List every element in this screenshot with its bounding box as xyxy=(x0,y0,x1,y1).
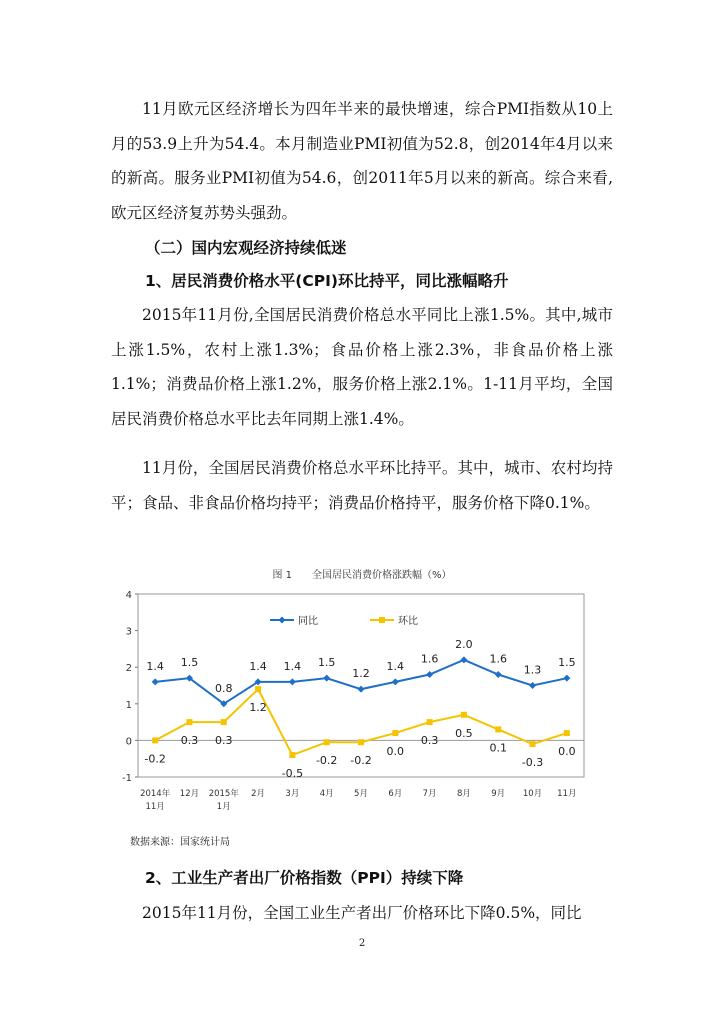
data-label: -0.2 xyxy=(350,754,372,768)
y-tick-label: 4 xyxy=(125,590,132,601)
y-tick-label: 0 xyxy=(125,736,132,748)
chart-background xyxy=(110,584,590,824)
data-label: 0.0 xyxy=(386,745,405,759)
data-point-huanbi xyxy=(564,730,570,736)
x-tick-label: 12月 xyxy=(179,789,200,799)
data-label: -0.3 xyxy=(521,756,544,770)
data-label: 0.1 xyxy=(489,741,507,755)
data-point-huanbi xyxy=(530,741,536,747)
data-label: 0.3 xyxy=(420,734,439,748)
x-tick-label: 4月 xyxy=(319,789,334,799)
figure-caption: 图 1 全国居民消费价格涨跌幅（%） xyxy=(272,570,452,581)
data-label: 1.4 xyxy=(283,659,302,673)
x-tick-label: 11月 xyxy=(145,802,165,812)
data-point-huanbi xyxy=(392,730,398,736)
data-label: -0.2 xyxy=(315,754,338,768)
x-tick-label: 11月 xyxy=(557,789,577,799)
data-point-huanbi xyxy=(289,752,295,758)
data-label: 1.2 xyxy=(249,701,267,715)
data-label: -0.2 xyxy=(144,752,166,766)
data-point-huanbi xyxy=(324,739,330,745)
x-tick-label: 10月 xyxy=(522,789,543,799)
data-point-huanbi xyxy=(221,719,227,725)
data-label: 1.3 xyxy=(523,663,542,677)
x-tick-label: 7月 xyxy=(422,789,437,799)
legend-label-1: 环比 xyxy=(398,616,418,627)
legend-marker-1 xyxy=(379,617,385,623)
data-point-huanbi xyxy=(186,719,192,725)
x-tick-label: 3月 xyxy=(285,789,300,799)
data-label: 1.6 xyxy=(489,652,507,666)
data-label: 0.3 xyxy=(180,734,199,748)
subheading-ppi: 2、工业生产者出厂价格指数（PPI）持续下降 xyxy=(145,869,464,887)
data-label: 1.4 xyxy=(386,659,405,673)
cpi-line-chart xyxy=(110,584,590,824)
data-point-huanbi xyxy=(358,739,364,745)
x-tick-label: 1月 xyxy=(216,802,231,812)
x-tick-label: 2014年 xyxy=(140,789,171,799)
y-tick-label: 1 xyxy=(125,699,132,711)
section-heading-domestic: （二）国内宏观经济持续低迷 xyxy=(145,239,347,257)
x-tick-label: 2月 xyxy=(251,789,266,799)
data-label: 1.4 xyxy=(249,659,267,673)
x-tick-label: 8月 xyxy=(456,789,471,799)
paragraph-cpi-yoy: 2015年11月份,全国居民消费价格总水平同比上涨1.5%。其中,城市上涨1.5%，农村上涨1.3%；食品价格上涨2.3%，非食品价格上涨1.1%；消费品价格上涨1.2%，服务价格上涨2.1%。1-11月平均，全国居民消费价格总水平比去年同期上涨1.4%。 xyxy=(111,306,613,428)
legend-label-0: 同比 xyxy=(298,616,318,627)
y-tick-label: 2 xyxy=(125,663,132,675)
x-tick-label: 9月 xyxy=(491,789,506,799)
data-point-huanbi xyxy=(152,737,158,743)
y-tick-label: -1 xyxy=(122,773,132,784)
paragraph-eurozone: 11月欧元区经济增长为四年半来的最快增速，综合PMI指数从10上月的53.9上升为54.4。本月制造业PMI初值为52.8，创2014年4月以来的新高。服务业PMI初值为54.6，创2011年5月以来的新高。综合来看,欧元区经济复苏势头强劲。 xyxy=(111,100,613,222)
figure-source: 数据来源：国家统计局 xyxy=(130,837,230,848)
data-label: 0.5 xyxy=(455,726,473,740)
data-label: 0.0 xyxy=(558,745,576,759)
x-tick-label: 5月 xyxy=(354,789,368,799)
data-point-huanbi xyxy=(427,719,433,725)
data-label: 1.5 xyxy=(180,656,199,670)
data-label: 1.4 xyxy=(146,659,164,673)
data-point-huanbi xyxy=(255,686,261,692)
data-label: 1.2 xyxy=(352,667,370,681)
data-label: 0.8 xyxy=(215,681,233,695)
data-label: -0.5 xyxy=(281,767,304,781)
data-point-huanbi xyxy=(461,712,467,718)
data-label: 1.5 xyxy=(558,656,576,670)
x-tick-label: 2015年 xyxy=(208,789,239,799)
paragraph-ppi: 2015年11月份，全国工业生产者出厂价格环比下降0.5%，同比 xyxy=(142,904,582,922)
subheading-cpi: 1、居民消费价格水平(CPI)环比持平，同比涨幅略升 xyxy=(145,272,509,290)
y-tick-label: 3 xyxy=(125,626,132,638)
data-label: 1.6 xyxy=(420,652,439,666)
data-label: 1.5 xyxy=(317,656,336,670)
data-label: 0.3 xyxy=(215,734,233,748)
data-point-huanbi xyxy=(495,726,501,732)
data-label: 2.0 xyxy=(455,637,473,651)
x-tick-label: 6月 xyxy=(388,789,403,799)
page-number: 2 xyxy=(358,938,366,949)
paragraph-cpi-mom: 11月份，全国居民消费价格总水平环比持平。其中，城市、农村均持平；食品、非食品价格均持平；消费品价格持平，服务价格下降0.1%。 xyxy=(111,459,613,512)
